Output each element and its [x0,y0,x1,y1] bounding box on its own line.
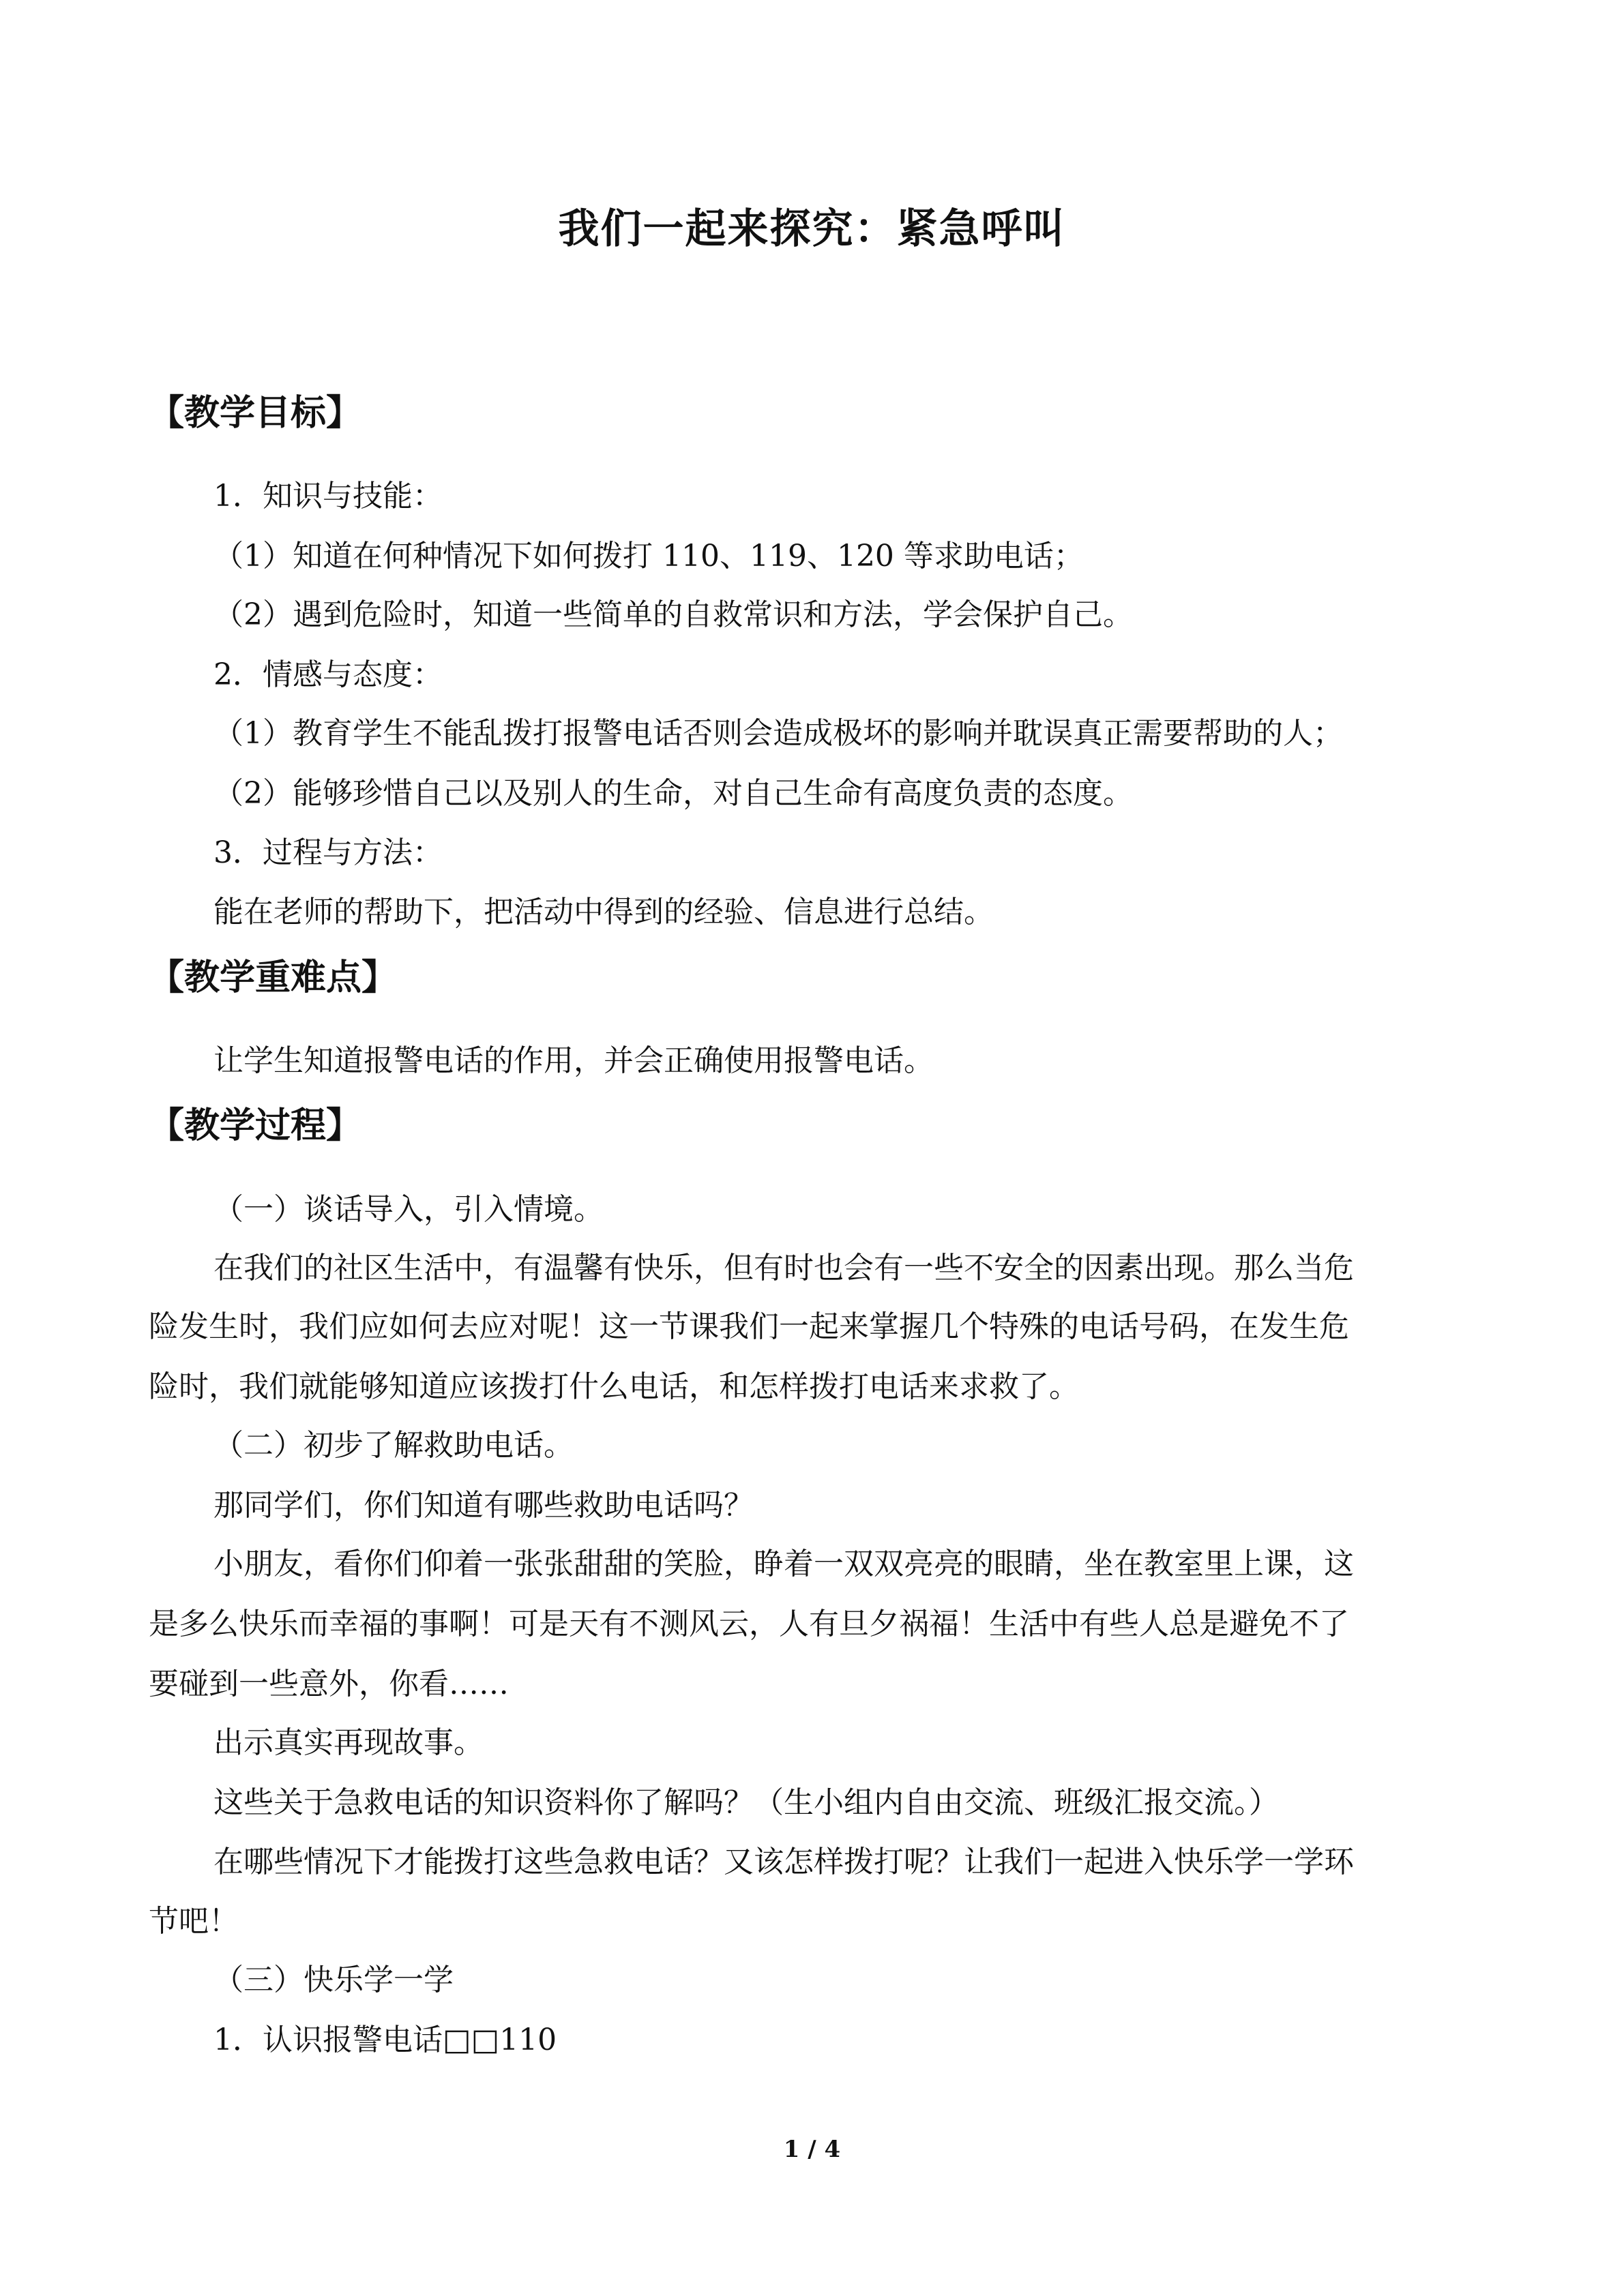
page-title: 我们一起来探究：紧急呼叫 [558,205,1066,253]
paragraph-line: 要碰到一些意外，你看…… [149,1667,509,1701]
paragraph-line: 出示真实再现故事。 [213,1725,484,1760]
paragraph-line: （2）遇到危险时，知道一些简单的自救常识和方法，学会保护自己。 [213,597,1133,632]
paragraph-line: 3．过程与方法： [213,835,443,870]
paragraph-line: 险发生时，我们应如何去应对呢！这一节课我们一起来掌握几个特殊的电话号码，在发生危 [149,1309,1349,1344]
paragraph-line: 在我们的社区生活中，有温馨有快乐，但有时也会有一些不安全的因素出现。那么当危 [213,1251,1354,1285]
paragraph-line: 2．情感与态度： [213,657,443,692]
paragraph-line: 能在老师的帮助下，把活动中得到的经验、信息进行总结。 [213,895,994,929]
paragraph-line: 小朋友，看你们仰着一张张甜甜的笑脸，睁着一双双亮亮的眼睛，坐在教室里上课，这 [213,1547,1354,1581]
paragraph-line: （1）教育学生不能乱拨打报警电话否则会造成极坏的影响并耽误真正需要帮助的人； [213,716,1343,751]
section-heading-keypoints: 【教学重难点】 [149,957,398,998]
paragraph-line: 1．知识与技能： [213,479,443,513]
paragraph-line: 让学生知道报警电话的作用，并会正确使用报警电话。 [213,1043,934,1078]
paragraph-line: 那同学们，你们知道有哪些救助电话吗？ [213,1488,754,1523]
paragraph-line: （1）知道在何种情况下如何拨打 110、119、120 等求助电话； [213,539,1084,573]
paragraph-line: 这些关于急救电话的知识资料你了解吗？（生小组内自由交流、班级汇报交流。） [213,1785,1279,1820]
paragraph-line: 是多么快乐而幸福的事啊！可是天有不测风云，人有旦夕祸福！生活中有些人总是避免不了 [149,1607,1349,1641]
paragraph-line: 险时，我们就能够知道应该拨打什么电话，和怎样拨打电话来求救了。 [149,1369,1079,1404]
section-heading-goals: 【教学目标】 [149,393,362,434]
paragraph-line: （2）能够珍惜自己以及别人的生命，对自己生命有高度负责的态度。 [213,776,1133,811]
paragraph-line: 1．认识报警电话□□110 [213,2023,557,2057]
paragraph-line: 节吧！ [149,1904,239,1939]
paragraph-line: （三）快乐学一学 [213,1963,454,1997]
paragraph-line: （二）初步了解救助电话。 [213,1428,574,1463]
section-heading-process: 【教学过程】 [149,1105,362,1146]
paragraph-line: （一）谈话导入，引入情境。 [213,1192,604,1227]
page-number: 1 / 4 [783,2136,841,2163]
paragraph-line: 在哪些情况下才能拨打这些急救电话？又该怎样拨打呢？让我们一起进入快乐学一学环 [213,1845,1354,1879]
